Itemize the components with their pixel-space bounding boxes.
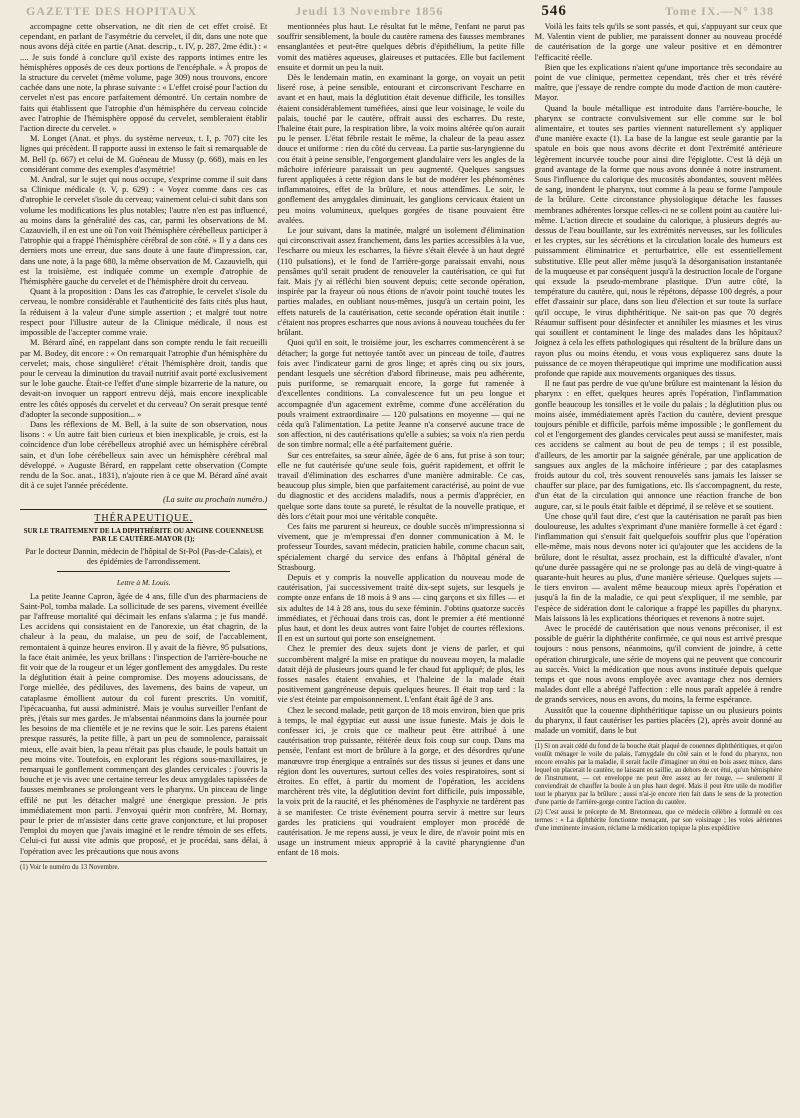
article-columns [20,22,782,1112]
paragraph: Voilà les faits tels qu'ils se sont passés, et qui, s'appuyant sur ceux que M. Valentin vient de publier, me paraissent donner au nouveau procédé de cautérisation de la gorge une valeur positive et en démontrer l'efficacité réelle. [534,22,782,62]
paragraph: Dans les réflexions de M. Bell, à la suite de son observation, nous lisons : « Un autre fait bien curieux et bien inexplicable, je crois, est la coïncidence d'un lobe cérébelleux atrophié avec un hémisphère cérébral sain, et d'un lobe cérébelleux sain avec un hémisphère cérébral mal développé. » Auguste Bérard, en rappelant cette observation (Compte rendu de la Soc. anat., 1831), n'ajoute rien à ce que M. Bérard aîné avait dit à ce sujet l'année précédente. [20,419,268,491]
paragraph: Depuis et y compris la nouvelle application du nouveau mode de cautérisation, j'ai successivement traité dix-sept sujets, sur lesquels je compte onze enfans de 18 mois à 9 ans — cinq garçons et six filles — et six adultes de 14 à 28 ans, tous du sexe féminin. J'obtins quatorze succès immédiates, et j'échouai dans trois cas, dont le premier a été mentionné plus haut, et dont les deux autres vont faire l'objet de courtes réflexions. Il en est un surtout qui porte son enseignement. [277,572,525,644]
article-byline: Par le docteur Dannin, médecin de l'hôpital de St-Pol (Pas-de-Calais), et des épidémies de l'arrondissement. [25,546,262,567]
paragraph: mentionnées plus haut. Le résultat fut le même, l'enfant ne parut pas souffrir sensiblement, la boule du cautère ramena des fausses membranes ensanglantées et peut-être quelques débris d'épithélium, la petite fille vomit des matières aqueuses, glaireuses et puttacées. Elle but facilement ensuite et dormit un peu la nuit. [277,22,525,72]
paragraph: Le jour suivant, dans la matinée, malgré un isolement d'élimination qui circonscrivait assez franchement, dans les parties accessibles à la vue, l'escharre ou mieux les escharres, la fièvre s'était élevée à un haut degré (110 pulsations), et le fond de l'arrière-gorge paraissait envahi, nous pensâmes qu'il serait prudent de renouveler la cautérisation, ce qui fut fait. Mais j'y ai réfléchi bien souvent depuis; cette seconde opération, inspirée par la frayeur où nous étions de n'avoir point touché toutes les parties malades, en oubliant nous-mêmes, jusqu'à un certain point, les effets naturels de la cautérisation, cette seconde opération était inutile : c'étaient nos propres escharres que nous avions à nouveau touchées du fer brûlant. [277,226,525,338]
column-2 [277,22,524,1112]
paragraph: Bien que les explications n'aient qu'une importance très secondaire au point de vue clinique, permettez cependant, très cher et très révéré maître, que j'essaye de rendre compte du mode d'action de mon cautère-Mayor. [534,62,782,103]
header-date: Jeudi 13 Novembre 1856 [295,3,444,18]
paragraph: Chez le premier des deux sujets dont je viens de parler, et qui succombèrent malgré la mise en pratique du nouveau moyen, la maladie datait déjà de plusieurs jours quand le fer chaud fut appliqué; de plus, les fosses nasales étaient envahies, et l'haleine de la malade était positivement gangréneuse depuis quelques heures. Il était trop tard : la vie s'est éteinte par empoisonnement. L'enfant était âgé de 3 ans. [277,644,525,705]
column-1 [20,22,267,1112]
section-heading: THÉRAPEUTIQUE. [94,512,194,524]
paragraph: accompagne cette observation, ne dit rien de cet effet croisé. Et cependant, en parlant de l'asymétrie du cervelet, il dit, dans une note que nous avons déjà citée en partie (Anat. descrip., t. IV, p. 287, 2me édit.) : « .... Je suis fondé à conclure qu'il existe des rapports intimes entre les hémisphères opposés de ces deux portions de l'encéphale. » À propos de la structure du cervelet (même volume, page 309) nous trouvons, encore cachée dans une note, la phrase suivante : « L'effet croisé pour l'action du cervelet n'est pas encore parfaitement démontré. Un certain nombre de faits qui établissent que l'atrophie d'un hémisphère du cerveau coïncide avec l'atrophie de l'hémisphère opposé du cervelet, sembleraient établir l'action directe du cervelet. » [20,22,268,134]
paragraph: La petite Jeanne Capron, âgée de 4 ans, fille d'un des pharmaciens de Saint-Pol, tomba malade. La sollicitude de ses parens, vivement éveillée par l'affreuse mortalité qui décimait les enfans s'alarma ; je fus mandé. Les accidens qui consistaient en de l'anorexie, un état chagrin, de la chaleur à la peau, du malaise, un peu de soif, de l'accablement, remontaient à quinze heures environ. Il y avait de la fièvre, 95 pulsations, la face était animée, les yeux brillans : l'inspection de l'arrière-bouche ne fit voir que de la rougeur et un léger gonflement des amygdales. Du reste la déglutition était à peine compromise. Des moyens adoucissans, de l'orge miellée, des pédiluves, des lavemens, des bains de vapeur, un cataplasme émollient autour du col furent prescrits. Un vomitif, l'ipécacuanha, fut aussi administré. Mais je voulus surveiller l'enfant de près, j'étais sur mes gardes. Je m'absentai néanmoins dans la journée pour les besoins de ma clientèle et je ne revins que le soir. Les parens étaient presque rassurés, la petite fille, à part un peu de somnolence, paraissait mieux, elle avait bien, la peau n'était pas plus chaude, le pouls battait un peu moins vite. Toutefois, en explorant les régions sous-maxillaires, je remarquai le gonflement commençant des glandes cervicales : j'ouvris la bouche et je vis avec une certaine terreur les deux amygdales tapissées de fausses membranes se prolongeant vers le pharynx. Un pinceau de linge effilé ne put les détacher malgré une énergique pression. Je pris immédiatement mon parti. J'envoyai quérir mon confrère, M. Bornay, pour le prier de m'assister dans cette grave conjoncture, et lui proposer l'emploi du moyen que j'avais imaginé et le rendre témoin de ses effets. Celui-ci fut aussi vite admis que proposé, et je procédai, sans délai, à l'opération avec les précautions que nous avons [20,591,268,856]
paragraph: M. Longet (Anat. et phys. du système nerveux, t. I, p. 707) cite les lignes qui précèdent. Il rapporte aussi in extenso le fait si remarquable de M. Bell (p. 667) et celui de M. Guéneau de Mussy (p. 668), mais en les considérant comme des exemples d'asymétrie! [20,134,268,174]
paragraph: Avec le procédé de cautérisation que nous venons préconiser, il est possible de guérir la diphthérite confirmée, ce qui nous est arrivé presque toujours : nous pensons, néanmoins, qu'il convient de joindre, à cette opération chirurgicale, une série de moyens qui ne peuvent que concourir au succès. Voici la médication que nous avons instituée depuis quelque temps et que nous avons employée avec avantage chez nos derniers malades dont elle a abrégé l'affection : elle nous paraît appelée à rendre de grands services, nous en avons, du moins, la ferme espérance. [534,623,782,705]
paragraph: Quant à la proposition : Dans les cas d'atrophie, le cervelet s'isole du cerveau, le nombre considérable et l'authenticité des faits cités plus haut, la réduisent à la valeur d'une simple assertion ; et malgré tout notre respect pour l'illustre auteur de la Clinique médicale, il nous est impossible de l'accepter comme vraie. [20,287,268,338]
article-title: SUR LE TRAITEMENT DE LA DIPHTHÉRITE OU ANGINE COUENNEUSE PAR LE CAUTÈRE-MAYOR (1); [23,526,264,544]
page-number: 546 [541,2,567,19]
paragraph: M. Andral, sur le sujet qui nous occupe, s'exprime comme il suit dans sa Clinique médicale (t. V, p. 629) : « Voyez comme dans ces cas d'atrophie le cervelet s'isole du cerveau; vainement celui-ci subit dans son volume les modifications les plus notables; l'autre n'en est pas influencé, au moins dans la généralité des cas, car, parmi les observations de M. Cazauvielh, il en est une où l'on voit l'hémisphère cérébelleux participer à l'atrophie qui a frappé l'hémisphère cérébral de son côté. » Il y a dans ces derniers mots une erreur, due sans doute à une faute d'impression, car, dans une note, à la page 680, la même observation de M. Cazauvielh, qui est la troisième, est indiquée comme un exemple d'atrophie de l'hémisphère gauche du cervelet et de l'hémisphère droit du cerveau. [20,175,268,287]
paragraph: Sur ces entrefaites, sa sœur aînée, âgée de 6 ans, fut prise à son tour; elle ne fut cautérisée qu'une seule fois, guérit rapidement, et offrit le travail d'élimination des escharres d'une manière admirable. Ce cas, beaucoup plus simple, bien que parfaitement caractérisé, au point de vue du diagnostic et des accidens maladifs, nous a permis d'apprécier, en quelque sorte dans toute sa pureté, le résultat de la nouvelle pratique, et dès lors c'était pour moi une véritable conquête. [277,450,525,521]
header-journal: GAZETTE DES HOPITAUX [26,3,198,18]
letter-heading: Lettre à M. Louis. [116,578,171,588]
paragraph: Quoi qu'il en soit, le troisième jour, les escharres commencèrent à se détacher; la gorge fut nettoyée tantôt avec un pinceau de toile, d'autres fois avec l'indicateur garni de gros linge; et après cinq ou six jours, pendant lesquels une sécrétion d'abord fibrineuse, mais peu adhérente, puis puriforme, se remarquait encore, la gorge fut ramenée à d'excellentes conditions. La convalescence fut un peu longue et accompagnée d'un agacement extrême, comme d'une accélération du pouls vraiment extraordinaire — 120 pulsations en moyenne — qui ne céda qu'à l'alimentation. La petite Jeanne n'a conservé aucune trace de son affection, ni des cautérisations qu'elle a subies; sa voix n'a rien perdu de son timbre normal; elle a été parfaitement guérie. [277,338,525,450]
paragraph: Chez le second malade, petit garçon de 18 mois environ, bien que pris à temps, le mal égyptiac eut aussi une issue funeste. Mais je dois le confesser ici, je crois que ce malheur peut être attribué à une cautérisation trop puissante, réitérée deux fois coup sur coup. Dans ma pensée, l'enfant est mort de brûlure à la gorge, et des désordres qu'une manœuvre trop énergique a entraînés sur des tissus si jeunes et dans une région dont les ouvertures, surtout celles des voies respiratoires, sont si étroites. En effet, à partir du moment de l'opération, les accidens marchèrent très vite, la déglutition devint fort difficile, puis impossible, la voix prit de la raucité, et les phénomènes de l'asphyxie ne tardèrent pas à se manifester. Ce triste événement pourra servir à mettre sur leurs gardes les praticiens qui voudraient employer mon procédé de cautérisation. Je me repens aussi, je veux le dire, de n'avoir point mis en usage un instrument mieux approprié à la cavité pharyngienne d'un enfant de 18 mois. [277,705,525,858]
header-volume: Tome IX.—N° 138 [664,3,774,18]
paragraph: Aussitôt que la couenne diphthéritique tapisse un ou plusieurs points du pharynx, il faut cautériser les parties placées (2), après avoir donné au malade un vomitif, dans le but [534,705,782,736]
page-header [0,0,800,22]
continued-note: (La suite au prochain numéro.) [163,495,268,505]
footnote: (1) Si on avait cédé du fond de la bouche était plaqué de couennes diphthéritiques, et qu'on voulût ménager le voile du palais, l'amygdale du côté sain et le fond du pharynx, non encore envahis par la maladie, il serait facile d'imaginer un étui en bois assez mince, dans lequel on placerait le cautère, ne laissant en saillie, au dehors de cet étui, qu'un hémisphère de l'instrument, — cet enveloppe ne peut être assez au fer rouge, — seulement il conviendrait de chauffer la boule à un plus haut degré. Mais il peut être utile de modifier tout le pharynx par la brûlure ; aussi n'ai-je encore rien fait dans le sens de la protection d'une partie de l'arrière-gorge contre l'action du cautère. [535,740,782,807]
paragraph: Une chose qu'il faut dire, c'est que la cautérisation ne paraît pas bien douloureuse, les adultes s'exprimant d'une manière formelle à cet égard : l'inflammation qui s'ensuit fait quelquefois souffrir plus que l'opération elle-même, mais nous devons noter ici qu'ajouter que les accidens de la brûlure, dont le résultat, assez prochain, est la difficulté d'avaler, n'ont qu'une durée passagère qui ne se prolonge pas au delà de vingt-quatre à quarante-huit heures au plus, d'une manière sérieuse. Quelques sujets — le tiers environ — avalent même beaucoup mieux après l'opération et jusqu'à la fin de la maladie, ce qui peut s'expliquer, il me semble, par l'espèce de sidération dont le calorique a frappé les papilles du pharynx. Mais laissons là les explications théoriques et revenons à notre sujet. [534,511,782,623]
column-3 [535,22,782,1112]
paragraph: M. Bérard aîné, en rappelant dans son compte rendu le fait recueilli par M. Bodey, dit encore : « On remarquait l'atrophie d'un hémisphère du cervelet; mais, chose singulière! c'était l'hémisphère droit, tandis que pour le cerveau la diminution du travail nutritif avait porté exclusivement sur le lobe gauche. Était-ce l'effet d'une simple bizarrerie de la nature, ou devait-on invoquer un rapport entrevu déjà, mais encore inexplicable entre les côtés opposés du cervelet et du cerveau? On serait presque tenté d'adopter la seconde supposition... » [20,338,268,419]
byline-divider [57,571,230,572]
paragraph: Dès le lendemain matin, en examinant la gorge, on voyait un petit liseré rose, à peine sensible, entourant et circonscrivant l'escharre en avant et en haut, mais la déglutition était devenue difficile, les tonsilles étaient considérablement tuméfiées, ainsi que leur voisinage, le voile du palais, touché par le cautère, offrait aussi des escharres. Du reste, l'haleine était pure, la respiration libre, la voix moins altérée qu'on aurait pu le penser. L'état fébrile restait le même, la chaleur de la peau assez douce et uniforme : rien du côté du cerveau. La partie sus-laryngienne du cou était à peine sensible, l'engorgement glandulaire vers les angles de la mâchoire inférieure paraissait un peu augmenté. Quelques sangsues furent appliquées à cette région dans le but de modérer les phénomènes inflammatoires, effet de la brûlure, et nous attendîmes. Le soir, le gonflement des amygdales diminuait, les ganglions cervicaux étaient un peu moins volumineux, quelques gorgées de tisane pouvaient être avalées. [277,73,525,225]
paragraph: Il ne faut pas perdre de vue qu'une brûlure est maintenant la lésion du pharynx : en effet, quelques heures après l'opération, l'inflammation gonfle beaucoup les tonsilles et le voile du palais ; la déglutition plus ou moins aisée, immédiatement après l'action du cautère, devient presque toujours pénible et difficile, parfois même impossible ; le gonflement du col et l'engorgement des glandes cervicales peut aussi se manifester, mais ces accidens se calment au bout de peu de temps ; il est possible, d'ailleurs, de les amortir par la saignée générale, par une application de sangsues aux angles de la mâchoire inférieure ; par des cataplasmes froids autour du col, très souvent renouvelés sans jamais les laisser se chauffer sur place, par des fumigations, etc. Ils s'accompagnent, du reste, d'un état de la circulation qui annonce une réaction franche de bon augure, car, si le pouls était faible et déprimé, il se relève et se soutient. [534,379,782,511]
footnote: (1) Voir le numéro du 13 Novembre. [20,861,267,872]
footnote: (2) C'est aussi le précepte de M. Bretonneau, que ce médecin célèbre a formulé en ces termes : « La diphthérite fonctionne menaçant, par son voisinage ; les voies aériennes d'une imminente invasion, réclame la médication topique la plus expéditive [534,809,782,833]
section-divider [20,509,267,510]
paragraph: Ces faits me parurent si heureux, ce double succès m'impressionna si vivement, que je m'empressai d'en donner communication à M. le professeur Tourdes, savant médecin, praticien habile, comme chacun sait, spécialement chargé du service des enfans à l'hôpital général de Strasbourg. [277,521,525,572]
paragraph: Quand la boule métallique est introduite dans l'arrière-bouche, le pharynx se contracte convulsivement sur elle comme sur le bol alimentaire, et toutes ses parties viennent naturellement s'y appliquer d'une manière exacte (1). La base de la langue est seule garantie par la spatule en bois que nous avons décrite et dont l'extrémité antérieure légèrement incurvée touche pour ainsi dire l'épiglotte. C'est là déjà un grand avantage de la forme que nous avons donnée à notre instrument. Sous l'influence du calorique des mucosités abondantes, souvent mêlées de sang, inondent le pharynx, tout comme à la peau se forme l'ampoule de la brûlure. Cette circonstance physiologique détache les fausses membranes adhérentes lorsque celles-ci ne se collent point au cautère lui-même. L'action directe et soudaine du calorique, à plusieurs degrés au-dessus de l'eau bouillante, sur les extrémités nerveuses, sur les follicules et les cryptes, sur les sécrétions et la circulation locale des humeurs est puissamment éliminatrice et perturbatrice, elle est essentiellement substitutive. Elle peut aller même jusqu'à la désorganisation instantanée de la muqueuse et par conséquent jusqu'à la destruction locale de l'organe qui exsude la pseudo-membrane plastique. D'un autre côté, la température du cautère, qui, nous le répétons, dépasse 100 degrés, a pour effet d'assainir sur place, dans son lieu d'élection et sur toute la surface qu'il occupe, le virus diphthéritique. Ne sait-on pas que 70 degrés Réaumur suffisent pour désinfecter et annihiler les miasmes et les virus qui souillent et contaminent le linge des malades dans les hôpitaux? Joignez à cela les effets pathologiques qui résultent de la brûlure dans un rayon plus ou moins étendu, et vous vous expliquerez sans doute la puissance de ce moyen thérapeutique qui imprime une modification aussi profonde que rapide aux mouvements organiques des tissus. [534,103,782,378]
